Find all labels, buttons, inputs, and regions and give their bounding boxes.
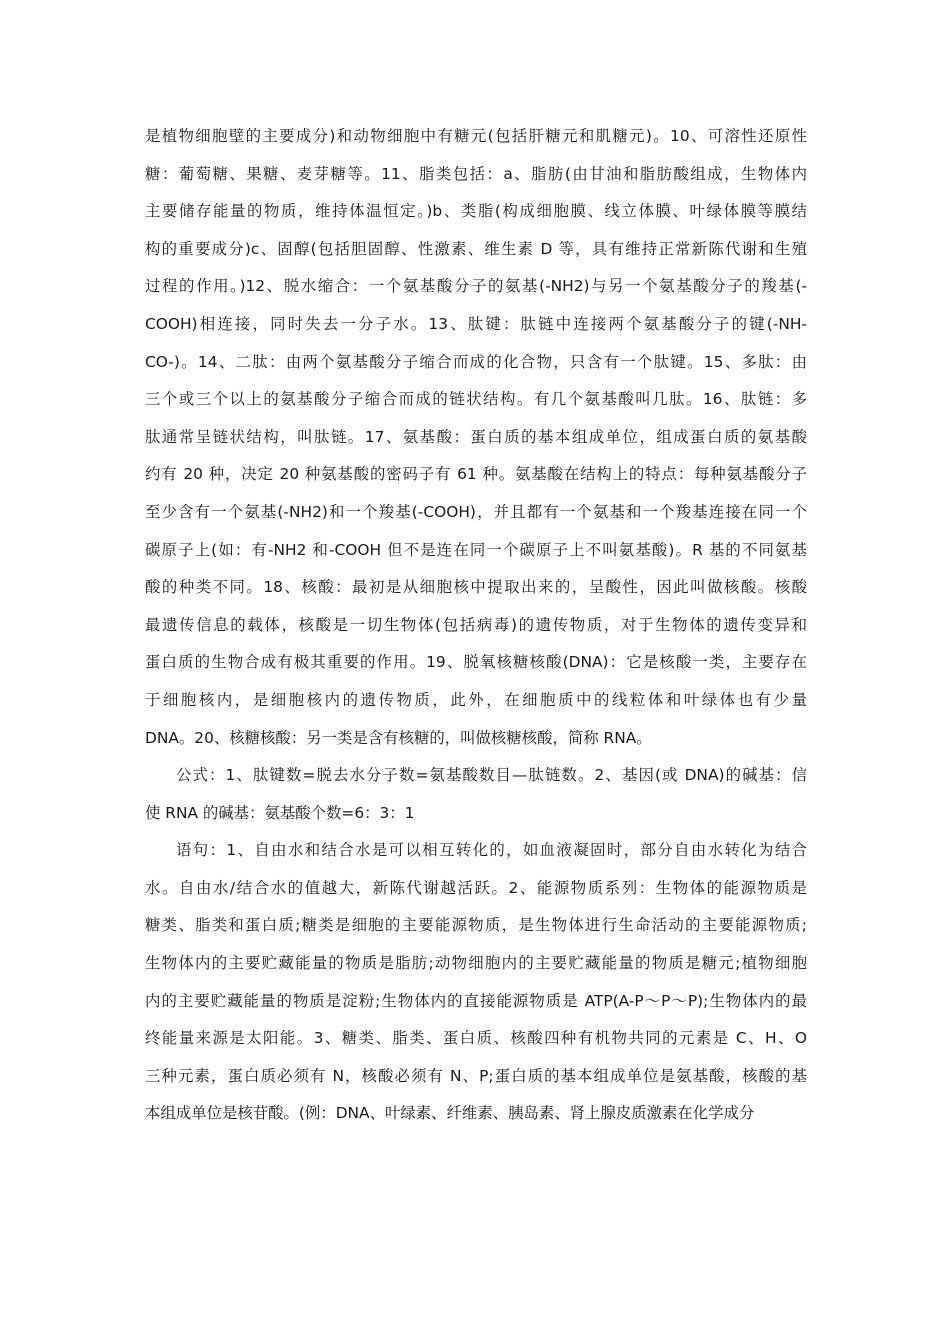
text-line: 使 RNA 的碱基：氨基酸个数=6：3：1 [145, 803, 415, 822]
text-line: 生物体内的主要贮藏能量的物质是脂肪;动物细胞内的主要贮藏能量的物质是糖元;植物细胞 [145, 954, 807, 973]
text-line: 语句：1、自由水和结合水是可以相互转化的，如血液凝固时，部分自由水转化为结合 [176, 841, 807, 860]
text-line: 糖：葡萄糖、果糖、麦芽糖等。11、脂类包括：a、脂肪(由甘油和脂肪酸组成，生物体内 [145, 164, 807, 183]
text-line: 糖类、脂类和蛋白质;糖类是细胞的主要能源物质，是生物体进行生命活动的主要能源物质; [145, 916, 807, 935]
text-line: 三个或三个以上的氨基酸分子缩合而成的链状结构。有几个氨基酸叫几肽。16、肽链：多 [145, 390, 807, 409]
text-line: 酸的种类不同。18、核酸：最初是从细胞核中提取出来的，呈酸性，因此叫做核酸。核酸 [145, 578, 807, 597]
document-body [145, 118, 807, 1133]
text-line: 终能量来源是太阳能。3、糖类、脂类、蛋白质、核酸四种有机物共同的元素是 C、H、O [145, 1029, 807, 1048]
text-line: 肽通常呈链状结构，叫肽链。17、氨基酸：蛋白质的基本组成单位，组成蛋白质的氨基酸 [145, 427, 807, 446]
text-line: 于细胞核内，是细胞核内的遗传物质，此外，在细胞质中的线粒体和叶绿体也有少量 [145, 690, 807, 709]
text-line: 三种元素，蛋白质必须有 N，核酸必须有 N、P;蛋白质的基本组成单位是氨基酸，核酸的基 [145, 1066, 807, 1085]
text-line: 水。自由水/结合水的值越大，新陈代谢越活跃。2、能源物质系列：生物体的能源物质是 [145, 878, 807, 897]
text-line: 构的重要成分)c、固醇(包括胆固醇、性激素、维生素 D 等，具有维持正常新陈代谢和生殖 [145, 239, 807, 258]
text-line: 本组成单位是核苷酸。(例：DNA、叶绿素、纤维素、胰岛素、肾上腺皮质激素在化学成分 [145, 1104, 755, 1123]
text-line: 蛋白质的生物合成有极其重要的作用。19、脱氧核糖核酸(DNA)：它是核酸一类，主要存在 [145, 653, 807, 672]
text-line: 主要储存能量的物质，维持体温恒定。)b、类脂(构成细胞膜、线立体膜、叶绿体膜等膜结 [145, 202, 807, 221]
text-line: 内的主要贮藏能量的物质是淀粉;生物体内的直接能源物质是 ATP(A-P～P～P);生物体内的最 [145, 991, 807, 1010]
text-line: 碳原子上(如：有-NH2 和-COOH 但不是连在同一个碳原子上不叫氨基酸)。R 基的不同氨基 [145, 540, 807, 559]
text-line: 过程的作用。)12、脱水缩合：一个氨基酸分子的氨基(-NH2)与另一个氨基酸分子的羧基(- [145, 277, 807, 296]
text-line: 最遗传信息的载体，核酸是一切生物体(包括病毒)的遗传物质，对于生物体的遗传变异和 [145, 615, 807, 634]
text-line: DNA。20、核糖核酸：另一类是含有核糖的，叫做核糖核酸，简称 RNA。 [145, 728, 652, 747]
text-line: 约有 20 种，决定 20 种氨基酸的密码子有 61 种。氨基酸在结构上的特点：每种氨基酸分子 [145, 465, 807, 484]
text-line: CO-)。14、二肽：由两个氨基酸分子缩合而成的化合物，只含有一个肽键。15、多肽：由 [145, 352, 807, 371]
text-line: COOH)相连接，同时失去一分子水。13、肽键：肽链中连接两个氨基酸分子的键(-NH- [145, 314, 807, 333]
text-line: 至少含有一个氨基(-NH2)和一个羧基(-COOH)，并且都有一个氨基和一个羧基连接在同一个 [145, 502, 807, 521]
text-line: 公式：1、肽键数=脱去水分子数=氨基酸数目—肽链数。2、基因(或 DNA)的碱基：信 [176, 766, 807, 785]
text-line: 是植物细胞壁的主要成分)和动物细胞中有糖元(包括肝糖元和肌糖元)。10、可溶性还原性 [145, 127, 807, 145]
